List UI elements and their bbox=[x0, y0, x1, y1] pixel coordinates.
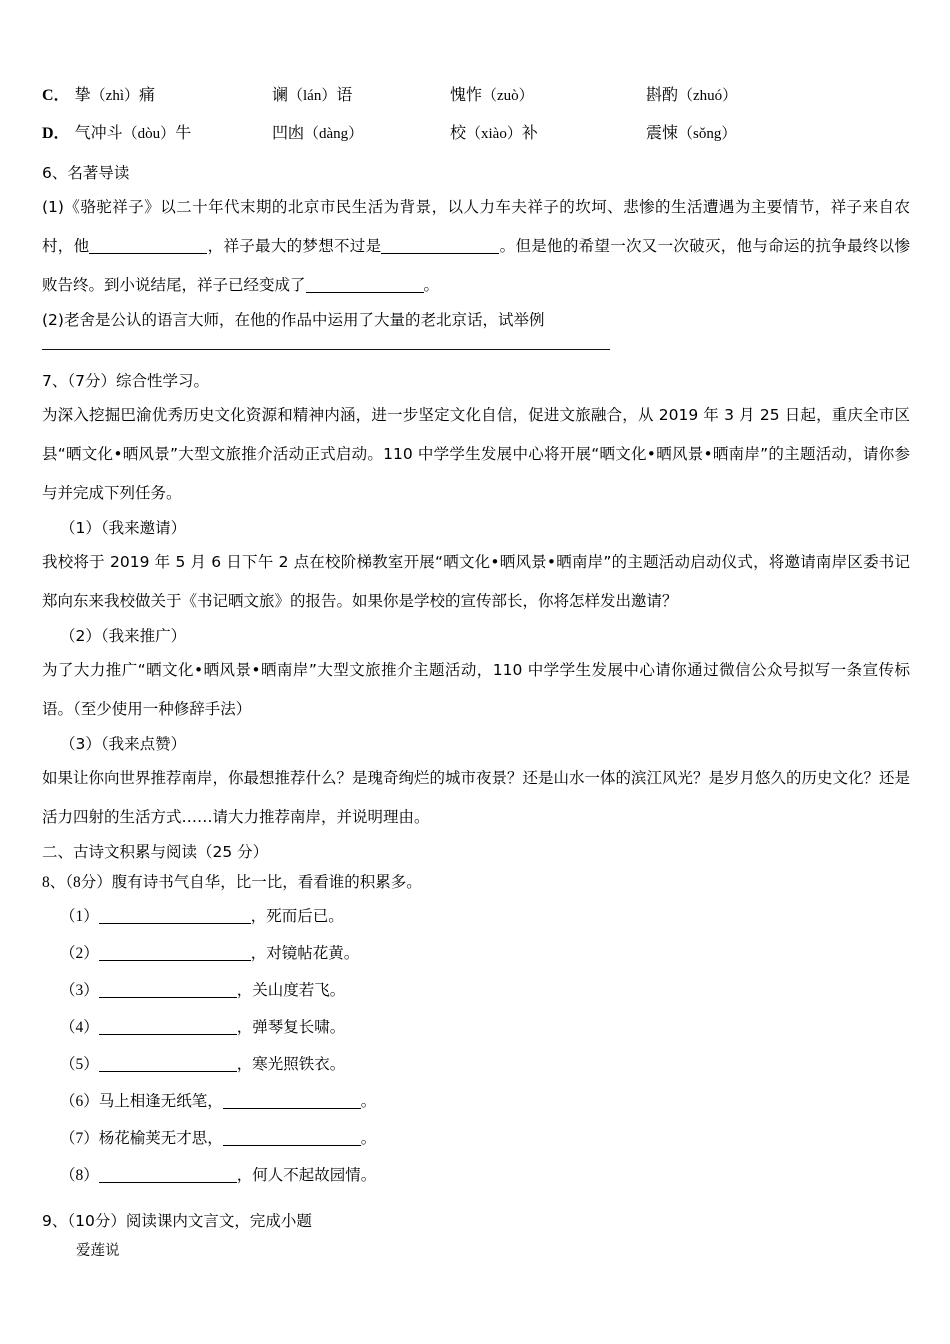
choice-pinyin: （dòu） bbox=[122, 126, 176, 142]
choice-option-d1[interactable] bbox=[42, 120, 191, 143]
question-7-intro: 为深入挖掘巴渝优秀历史文化资源和精神内涵，进一步坚定文化自信，促进文旅融合，从 2019 年 3 月 25 日起，重庆全市区县“晒文化•晒风景”大型文旅推介活动正式启动。110 中学学生发展中心将开展“晒文化•晒风景•晒南岸”的主题活动，请你参与并完成下列任务。 bbox=[42, 406, 910, 502]
choice-word: 气冲斗 bbox=[74, 123, 123, 142]
answer-blank[interactable] bbox=[381, 253, 499, 254]
q8-text: 腹有诗书气自华，比一比，看看谁的积累多。 bbox=[111, 873, 422, 891]
item-before: 马上相逢无纸笔， bbox=[98, 1092, 223, 1110]
list-item bbox=[42, 1120, 910, 1157]
question-6-part1 bbox=[42, 188, 910, 305]
q8-score: （8分） bbox=[65, 874, 112, 891]
item-after: ，死而后已。 bbox=[250, 907, 344, 925]
answer-blank[interactable] bbox=[99, 997, 237, 998]
item-after: ，对镜帖花黄。 bbox=[250, 944, 360, 962]
list-item bbox=[42, 1046, 910, 1083]
choice-option-d2[interactable] bbox=[272, 120, 363, 143]
question-7-sub1-body: 我校将于 2019 年 5 月 6 日下午 2 点在校阶梯教室开展“晒文化•晒风景•晒南岸”的主题活动启动仪式，将邀请南岸区委书记郑向东来我校做关于《书记晒文旅》的报告。如果你是学校的宣传部长，你将怎样发出邀请？ bbox=[42, 553, 910, 610]
choice-word: 凹凼 bbox=[272, 123, 305, 142]
item-after: ，关山度若飞。 bbox=[236, 981, 346, 999]
list-item bbox=[42, 935, 910, 972]
question-7-heading: 7、（7分）综合性学习。 bbox=[42, 372, 209, 390]
q6-text-d: 。 bbox=[423, 276, 440, 294]
choice-word: 挚 bbox=[74, 85, 91, 104]
answer-blank[interactable] bbox=[99, 960, 251, 961]
item-number: （3） bbox=[60, 982, 99, 999]
choice-tail: 语 bbox=[336, 85, 353, 104]
choice-pinyin: （lán） bbox=[288, 88, 337, 104]
question-8-heading bbox=[42, 867, 910, 898]
choice-option-c4[interactable] bbox=[646, 82, 737, 105]
question-7-sub2-body: 为了大力推广“晒文化•晒风景•晒南岸”大型文旅推介主题活动，110 中学学生发展中心请你通过微信公众号拟写一条宣传标语。（至少使用一种修辞手法） bbox=[42, 661, 910, 718]
list-item bbox=[42, 972, 910, 1009]
choice-option-d3[interactable] bbox=[450, 120, 538, 143]
choice-pinyin: （xiào） bbox=[466, 126, 522, 142]
item-after: ，何人不起故园情。 bbox=[236, 1166, 377, 1184]
choice-option-d4[interactable] bbox=[646, 120, 736, 143]
q6-text-b: ，祥子最大的梦想不过是 bbox=[207, 237, 382, 255]
answer-blank[interactable] bbox=[99, 1182, 237, 1183]
question-7-sub1-label: （1）（我来邀请） bbox=[60, 519, 187, 537]
answer-blank[interactable] bbox=[306, 292, 424, 293]
answer-blank[interactable] bbox=[223, 1145, 361, 1146]
section-2-heading: 二、古诗文积累与阅读（25 分） bbox=[42, 843, 269, 861]
choice-row[interactable] bbox=[42, 82, 910, 120]
choice-option-c1[interactable] bbox=[42, 82, 155, 105]
question-7-sub2-label: （2）（我来推广） bbox=[60, 627, 187, 645]
answer-blank[interactable] bbox=[99, 1071, 237, 1072]
spacer bbox=[42, 1194, 910, 1206]
choice-tail: 痛 bbox=[139, 85, 156, 104]
item-number: （5） bbox=[60, 1056, 99, 1073]
question-6-part2: (2)老舍是公认的语言大师，在他的作品中运用了大量的老北京话，试举例 bbox=[42, 311, 545, 329]
answer-blank[interactable] bbox=[223, 1108, 361, 1109]
list-item bbox=[42, 898, 910, 935]
question-7-sub3-body: 如果让你向世界推荐南岸，你最想推荐什么？是瑰奇绚烂的城市夜景？还是山水一体的滨江风光？是岁月悠久的历史文化？还是活力四射的生活方式……请大力推荐南岸，并说明理由。 bbox=[42, 769, 911, 826]
item-before: 杨花榆荚无才思， bbox=[98, 1129, 223, 1147]
item-number: （1） bbox=[60, 908, 99, 925]
list-item bbox=[42, 1083, 910, 1120]
question-9-passage-title: 爱莲说 bbox=[76, 1243, 120, 1259]
question-7-sub3-label: （3）（我来点赞） bbox=[60, 735, 187, 753]
choice-pinyin: （zhuó） bbox=[678, 88, 738, 104]
choice-tail: 牛 bbox=[175, 123, 192, 142]
option-letter-c: C． bbox=[42, 87, 70, 104]
list-item bbox=[42, 1009, 910, 1046]
item-number: （8） bbox=[60, 1167, 99, 1184]
item-after: ，弹琴复长啸。 bbox=[236, 1018, 346, 1036]
q6-text-c: 。但是他的希望一次又一次破灭，他与命运的抗争最终以惨败告终。到小说结尾，祥子已经变成了 bbox=[42, 237, 910, 294]
choice-pinyin: （zhì） bbox=[90, 88, 139, 104]
item-number: （7） bbox=[60, 1130, 99, 1147]
item-number: （6） bbox=[60, 1093, 99, 1110]
choice-option-c3[interactable] bbox=[450, 82, 534, 105]
page-content bbox=[42, 82, 910, 1266]
choice-option-c2[interactable] bbox=[272, 82, 352, 105]
choice-pinyin: （sǒng） bbox=[678, 126, 737, 142]
choice-word: 谰 bbox=[272, 85, 289, 104]
choice-pinyin: （zuò） bbox=[482, 88, 534, 104]
choice-tail: 补 bbox=[521, 123, 538, 142]
choice-row[interactable] bbox=[42, 120, 910, 158]
item-after: 。 bbox=[360, 1129, 377, 1147]
item-after: ，寒光照铁衣。 bbox=[236, 1055, 346, 1073]
answer-blank[interactable] bbox=[99, 1034, 237, 1035]
list-item bbox=[42, 1157, 910, 1194]
item-number: （2） bbox=[60, 945, 99, 962]
choice-word: 愧怍 bbox=[450, 85, 483, 104]
option-letter-d: D． bbox=[42, 125, 70, 142]
choice-word: 校 bbox=[450, 123, 467, 142]
question-6-heading: 6、名著导读 bbox=[42, 164, 130, 182]
answer-rule-line[interactable] bbox=[42, 349, 610, 350]
choice-word: 斟酌 bbox=[646, 85, 679, 104]
choice-word: 震悚 bbox=[646, 123, 679, 142]
choice-pinyin: （dàng） bbox=[304, 126, 364, 142]
answer-blank[interactable] bbox=[89, 253, 207, 254]
q6-text-a: (1)《骆驼祥子》以二十年代末期的北京市民生活为背景，以人力车夫祥子的坎坷、悲惨的生活遭遇为主要情节，祥子来自农村，他 bbox=[42, 198, 910, 255]
item-after: 。 bbox=[360, 1092, 377, 1110]
question-9-heading: 9、（10分）阅读课内文言文，完成小题 bbox=[42, 1212, 312, 1230]
item-number: （4） bbox=[60, 1019, 99, 1036]
answer-blank[interactable] bbox=[99, 923, 251, 924]
q8-num: 8、 bbox=[42, 874, 66, 891]
